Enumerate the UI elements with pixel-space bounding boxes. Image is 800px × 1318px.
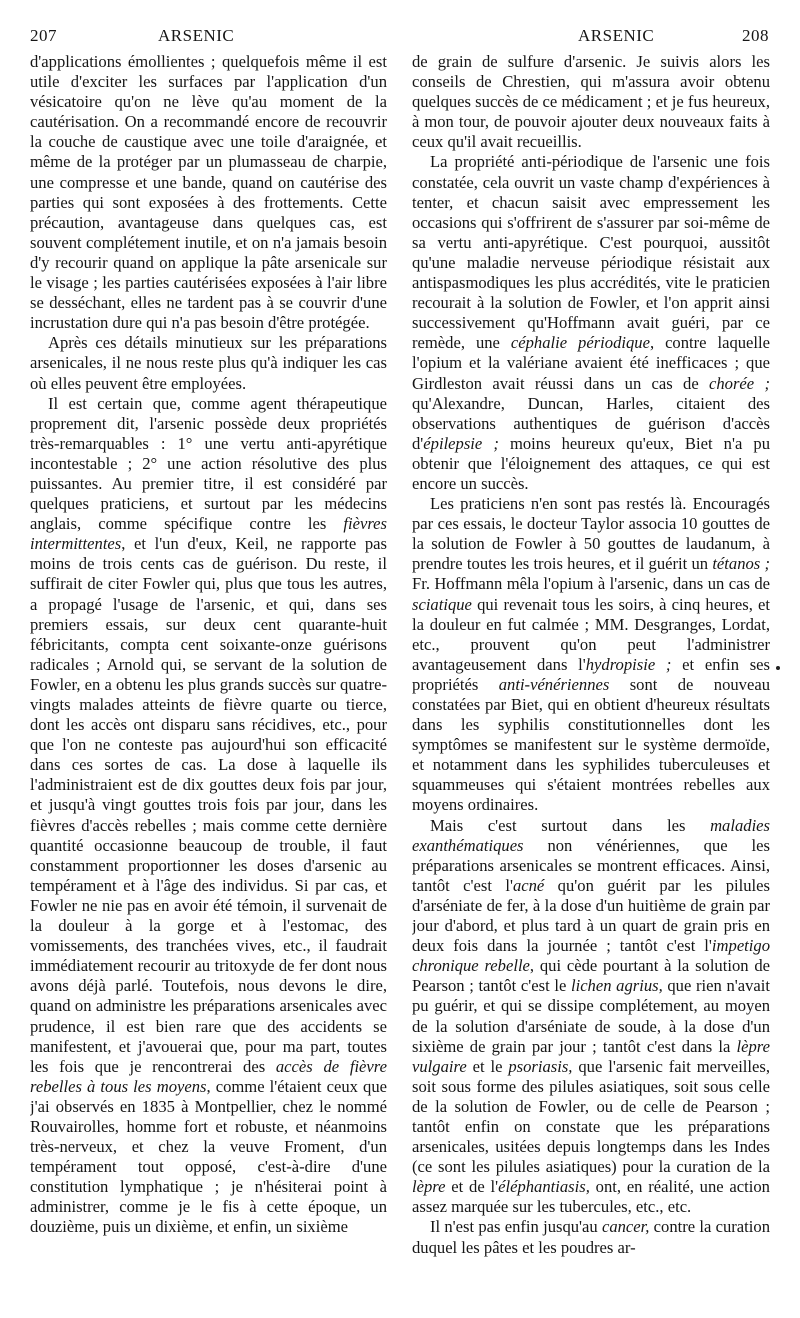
text-run: Il n'est pas enfin jusqu'au bbox=[430, 1217, 602, 1237]
text-run: , comme l'étaient ceux que j'ai observés en 1835 à Montpellier, chez le nommé Rouvairolles, homme fort et robuste, et néanmoins très-nerveux, et chez la veuve Froment, d'un tempérament tout opposé, c'est-à-dire d'une constitution lymphatique ; je n'hésiterai point à administrer, comme je le fis à cette époque, un douzième, puis un dixième, et enfin, un sixième bbox=[30, 1076, 387, 1237]
paragraph: d'applications émollientes ; quelquefois même il est utile d'exciter les surfaces par l'application d'un vésicatoire qu'on ne lève qu'au moment de la cautérisation. On a recommandé encore de recouvrir la couche de caustique avec une toile d'araignée, et même de la protéger par un plumasseau de charpie, une compresse et une bande, quand on cautérise des parties qui sont exposées à des frottements. Cette précaution, avantageuse dans quelques cas, est souvent complétement inutile, et on n'a jamais besoin d'y recourir quand on applique la pâte arsenicale sur le visage ; les parties cautérisées exposées à l'air libre se desséchant, elles ne tardent pas à se couvrir d'une incrustation dure qui n'a pas besoin d'être protégée. bbox=[30, 52, 387, 333]
left-running-title: ARSENIC bbox=[158, 26, 235, 45]
italic-term: épilepsie ; bbox=[423, 433, 499, 453]
running-header bbox=[0, 26, 800, 50]
paragraph bbox=[412, 1217, 770, 1257]
text-run: qui revenait tous les soirs, à cinq heures, et la douleur en fut calmée ; MM. Desgranges, Lordat, etc., prouvent qu'on peut l'administrer avantageusement dans l' bbox=[412, 594, 770, 674]
italic-term: anti-vénériennes bbox=[498, 674, 610, 694]
text-run: et de l' bbox=[445, 1177, 499, 1197]
italic-term: cancer, bbox=[601, 1217, 650, 1237]
text-run: non vénériennes, que les préparations arsenicales se montrent efficaces. Ainsi, tantôt c'est l' bbox=[412, 835, 770, 895]
italic-term: chorée ; bbox=[709, 373, 770, 393]
text-run: et enfin ses propriétés bbox=[412, 654, 770, 694]
italic-term: accès de fièvre rebelles à tous les moyens bbox=[30, 1056, 387, 1096]
paragraph bbox=[412, 816, 770, 1218]
text-run: , qui cède pourtant à la solution de Pearson ; tantôt c'est le bbox=[412, 956, 770, 996]
text-run: que l'arsenic fait merveilles, soit sous forme des pilules asiatiques, soit sous celle de la solution de Fowler, ou de celle de Pearson ; tantôt enfin on constate que les préparations arsenicales, usitées depuis longtemps dans les Indes (ce sont les pilules asiatiques) pour la curation de la bbox=[412, 1056, 770, 1177]
text-run: Il est certain que, comme agent thérapeutique proprement dit, l'arsenic possède deux propriétés très-remarquables : 1° une vertu anti-apyrétique incontestable ; 2° une action résolutive des plus puissantes. Au premier titre, il est considéré par quelques praticiens, et surtout par les médecins anglais, comme spécifique contre les bbox=[30, 393, 387, 534]
text-run: Les praticiens n'en sont pas restés là. Encouragés par ces essais, le docteur Taylor associa 10 gouttes de la solution de Fowler à 50 gouttes de laudanum, à prendre toutes les trois heures, et il guérit un bbox=[412, 494, 770, 574]
italic-term: céphalie périodique bbox=[510, 333, 650, 353]
right-page-number: 208 bbox=[742, 26, 769, 45]
text-run: Fr. Hoffmann mêla l'opium à l'arsenic, dans un cas de bbox=[412, 574, 770, 594]
text-run: qu'Alexandre, Duncan, Harles, citaient des observations authentiques de guérison d'accès d' bbox=[412, 393, 770, 453]
italic-term: hydropisie ; bbox=[585, 654, 672, 674]
italic-term: fièvres intermittentes bbox=[30, 514, 387, 554]
right-running-title: ARSENIC bbox=[578, 26, 655, 45]
text-run: , et l'un d'eux, Keil, ne rapporte pas moins de trois cents cas de guérison. Du reste, il suffirait de citer Fowler qui, plus que tous les autres, a propagé l'usage de l'arsenic, et qui, dans ses premiers essais, sur deux cent quarante-huit fébricitants, compta cent soixante-onze guérisons radicales ; Arnold qui, se servant de la solution de Fowler, en a obtenu les plus grands succès sur quatre-vingts malades atteints de fièvre quarte ou tierce, dont les accès ont disparu sans récidives, etc., pour que l'on ne conteste pas aujourd'hui son efficacité dans ces sortes de cas. La dose à laquelle ils l'administraient est de dix gouttes deux fois par jour, et jusqu'à vingt gouttes trois fois par jour, dans les fièvres d'accès rebelles ; mais comme cette dernière quantité occasionne beaucoup de trouble, il faut constamment proportionner les doses d'arsenic au tempérament et à l'âge des individus. Si par cas, et Fowler ne nie pas en avoir été témoin, il survenait de la douleur à la gorge et à l'estomac, des vomissements, des tranchées vives, etc., il faudrait immédiatement recourir au tritoxyde de fer dont nous avons déjà parlé. Toutefois, nous devons le dire, quand on administre les préparations arsenicales avec prudence, il est bien rare que des accidents se manifestent, et j'avouerai que, pour ma part, toutes les fois que je rencontrerai des bbox=[30, 534, 387, 1076]
italic-term: lichen agrius, bbox=[570, 976, 663, 996]
italic-term: lèpre vulgaire bbox=[412, 1036, 770, 1076]
paragraph: de grain de sulfure d'arsenic. Je suivis alors les conseils de Chrestien, qui m'assura avoir obtenu quelques succès de ce médicament ; et je fus heureux, à mon tour, de pouvoir ajouter deux nouveaux faits à ceux qu'il avait recueillis. bbox=[412, 52, 770, 152]
paragraph bbox=[412, 494, 770, 816]
paragraph bbox=[30, 394, 387, 1238]
italic-term: impetigo chronique rebelle bbox=[412, 936, 770, 976]
italic-term: maladies exanthématiques bbox=[412, 815, 770, 855]
text-run: moins heureux qu'eux, Biet n'a pu obtenir que l'éloignement des attaques, ce qui est encore un succès. bbox=[412, 433, 770, 493]
text-run: ont, en réalité, une action assez marquée sur les tubercules, etc., etc. bbox=[412, 1177, 770, 1217]
italic-term: sciatique bbox=[412, 594, 472, 614]
text-run: contre la curation duquel les pâtes et les poudres ar- bbox=[412, 1217, 770, 1257]
left-page-number: 207 bbox=[30, 26, 57, 45]
print-speck bbox=[776, 666, 780, 670]
italic-term: tétanos ; bbox=[712, 554, 770, 574]
text-run: La propriété anti-périodique de l'arsenic une fois constatée, cela ouvrit un vaste champ d'expériences à tenter, et chacun saisit avec empressement les occasions qui s'offrirent de s'assurer par soi-même de sa vertu anti-apyrétique. C'est pourquoi, aussitôt qu'une maladie nerveuse périodique résistait aux antispasmodiques les plus accrédités, vite le praticien recourait à la solution de Fowler, et l'on apprit ainsi successivement qu'Hoffmann avait guéri, par ce remède, une bbox=[412, 152, 770, 353]
italic-term: acné bbox=[512, 875, 545, 895]
italic-term: lèpre bbox=[412, 1177, 446, 1197]
paragraph: Après ces détails minutieux sur les préparations arsenicales, il ne nous reste plus qu'à indiquer les cas où elles peuvent être employées. bbox=[30, 333, 387, 393]
right-text-column bbox=[412, 52, 770, 1312]
left-text-column bbox=[30, 52, 387, 1312]
text-run: que rien n'avait pu guérir, et qui se dissipe complétement, au moyen de la solution d'arséniate de soude, à la dose d'un sixième de grain par jour ; tantôt c'est dans la bbox=[412, 976, 770, 1056]
text-run: et le bbox=[466, 1056, 509, 1076]
text-run: sont de nouveau constatées par Biet, qui en obtient d'heureux résultats dans les syphilis constitutionnelles dont les symptômes se manifestent sur le système dermoïde, et notamment dans les syphilides tuberculeuses et squammeuses qui s'étaient montrées rebelles aux moyens ordinaires. bbox=[412, 674, 770, 815]
italic-term: psoriasis, bbox=[508, 1056, 573, 1076]
paragraph bbox=[412, 152, 770, 494]
text-run: , contre laquelle l'opium et la valériane avaient été inefficaces ; que Girdleston avait réussi dans un cas de bbox=[412, 333, 770, 393]
text-run: qu'on guérit par les pilules d'arséniate de fer, à la dose d'un huitième de grain par jour d'abord, et plus tard à un quart de grain pris en deux fois dans la journée ; tantôt c'est l' bbox=[412, 875, 770, 956]
italic-term: éléphantiasis, bbox=[498, 1177, 590, 1197]
text-run: Mais c'est surtout dans les bbox=[430, 815, 711, 835]
